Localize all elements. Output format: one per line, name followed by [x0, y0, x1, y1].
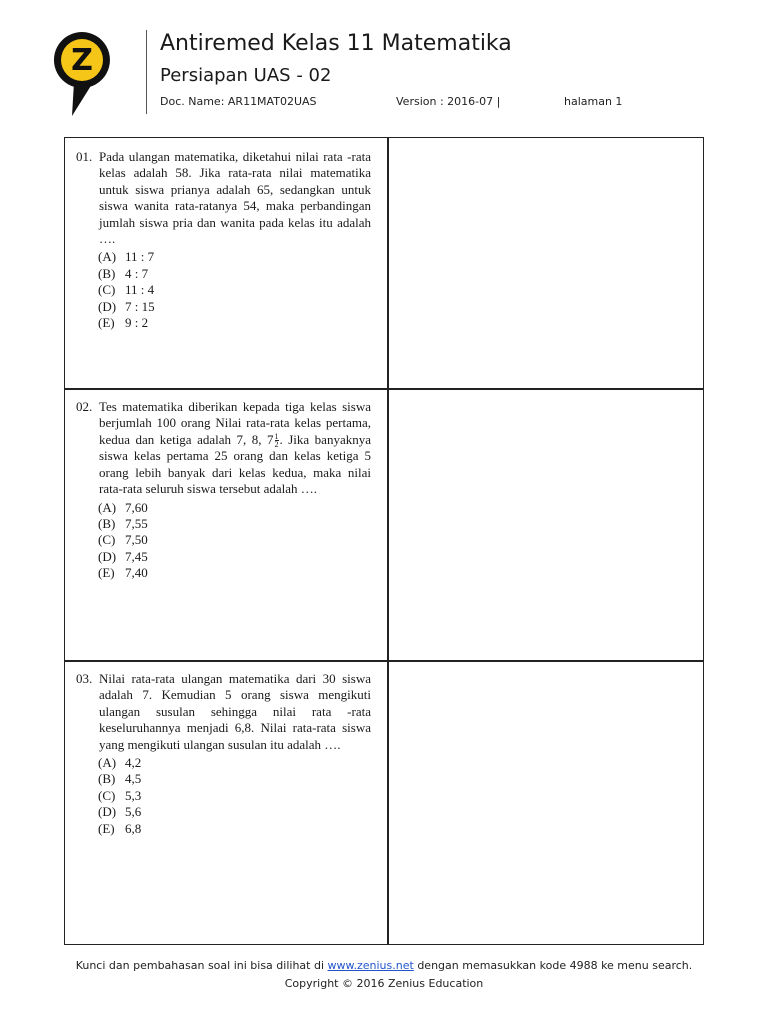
option-letter: (B)	[98, 771, 116, 787]
option-value: 7,50	[125, 532, 148, 548]
option-letter: (A)	[98, 499, 117, 515]
option-value: 11 : 7	[125, 249, 155, 265]
question-number: 02.	[76, 399, 93, 414]
option-value: 6,8	[125, 820, 142, 836]
question-number: 03.	[76, 671, 93, 686]
row-divider	[65, 388, 703, 390]
option-value: 4 : 7	[125, 265, 149, 281]
doc-name: Doc. Name: AR11MAT02UAS	[160, 95, 317, 108]
fraction	[275, 433, 279, 448]
answer-option[interactable]	[98, 788, 371, 804]
answer-option[interactable]	[98, 282, 371, 298]
question-text: Pada ulangan matematika, diketahui nilai rata -rata kelas adalah 58. Jika rata-rata nilai matematika untuk siswa prianya adalah 65, sedangkan untuk siswa wanita rata-ratanya 54, maka perbandingan jumlah siswa pria dan wanita pada kelas itu adalah ….	[99, 149, 371, 247]
option-value: 4,5	[125, 771, 142, 787]
option-letter: (C)	[98, 787, 116, 803]
page-title: Antiremed Kelas 11 Matematika	[160, 31, 512, 56]
page-subtitle: Persiapan UAS - 02	[160, 65, 332, 86]
option-letter: (D)	[98, 298, 117, 314]
option-letter: (C)	[98, 532, 116, 548]
zenius-logo	[52, 30, 112, 118]
option-value: 7,40	[125, 565, 148, 581]
option-value: 11 : 4	[125, 282, 155, 298]
row-divider	[65, 660, 703, 662]
option-value: 4,2	[125, 755, 142, 771]
question-number: 01.	[76, 149, 93, 164]
answer-option[interactable]	[98, 315, 371, 331]
option-value: 9 : 2	[125, 315, 149, 331]
answer-option[interactable]	[98, 299, 371, 315]
answer-option[interactable]	[98, 516, 371, 532]
fraction-denominator: 2	[274, 440, 279, 450]
answer-options	[98, 249, 371, 331]
option-letter: (B)	[98, 515, 116, 531]
option-letter: (E)	[98, 565, 115, 581]
answer-option[interactable]	[98, 771, 371, 787]
page-number: halaman 1	[564, 95, 623, 108]
option-letter: (D)	[98, 804, 117, 820]
question-2	[76, 399, 371, 582]
zenius-link[interactable]: www.zenius.net	[327, 959, 414, 972]
answer-option[interactable]	[98, 565, 371, 581]
column-divider	[387, 138, 389, 944]
question-text	[99, 399, 371, 498]
option-letter: (A)	[98, 755, 117, 771]
footer-text: Kunci dan pembahasan soal ini bisa dilihat di	[75, 959, 324, 972]
option-value: 7,55	[125, 515, 148, 531]
footer-text: dengan memasukkan kode 4988 ke menu search.	[417, 959, 693, 972]
answer-option[interactable]	[98, 755, 371, 771]
option-letter: (C)	[98, 282, 116, 298]
footer-note	[0, 959, 768, 972]
mixed-number-whole: 7	[267, 431, 274, 447]
option-letter: (D)	[98, 548, 117, 564]
logo-letter: Z	[71, 43, 93, 78]
question-text: Nilai rata-rata ulangan matematika dari 30 siswa adalah 7. Kemudian 5 orang siswa mengikuti ulangan susulan sehingga nilai rata -rata keseluruhannya menjadi 6,8. Nilai rata-rata siswa yang mengikuti ulangan susulan itu adalah ….	[99, 671, 371, 752]
answer-option[interactable]	[98, 532, 371, 548]
answer-option[interactable]	[98, 549, 371, 565]
copyright: Copyright © 2016 Zenius Education	[284, 977, 484, 990]
question-text-part: Tes matematika diberikan kepada tiga kelas siswa berjumlah 100 orang Nilai rata-rata kelas pertama, kedua dan ketiga adalah 7, 8,	[99, 399, 371, 447]
option-letter: (B)	[98, 265, 116, 281]
option-value: 5,6	[125, 804, 142, 820]
option-letter: (E)	[98, 315, 115, 331]
question-text-part: . Jika banyaknya siswa kelas pertama 25 orang dan kelas ketiga 5 orang lebih banyak dari kelas kedua, maka nilai rata-rata seluruh siswa tersebut adalah ….	[99, 431, 371, 497]
header-divider	[146, 30, 147, 114]
option-value: 7 : 15	[125, 298, 155, 314]
answer-option[interactable]	[98, 821, 371, 837]
option-letter: (E)	[98, 820, 115, 836]
answer-option[interactable]	[98, 804, 371, 820]
option-value: 7,45	[125, 548, 148, 564]
question-1	[76, 149, 371, 331]
option-letter: (A)	[98, 249, 117, 265]
answer-option[interactable]	[98, 266, 371, 282]
answer-option[interactable]	[98, 249, 371, 265]
doc-version: Version : 2016-07 |	[396, 95, 501, 108]
fraction-numerator: 1	[274, 432, 279, 442]
option-value: 7,60	[125, 499, 148, 515]
answer-options	[98, 755, 371, 837]
option-value: 5,3	[125, 787, 142, 803]
question-grid	[64, 137, 704, 945]
answer-options	[98, 500, 371, 582]
question-3	[76, 671, 371, 837]
answer-option[interactable]	[98, 500, 371, 516]
